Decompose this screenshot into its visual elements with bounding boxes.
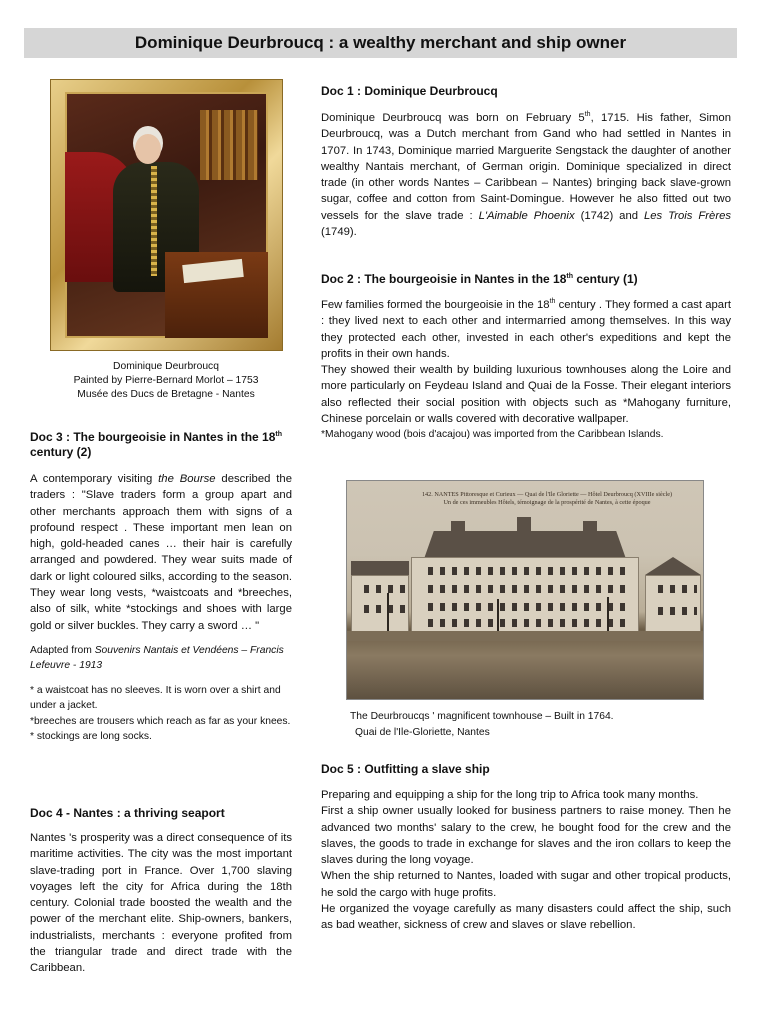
doc4-text: Nantes 's prosperity was a direct consequence of its maritime activities. The city was the most important slave-trading port in France. Over 1,700 slaving voyages left the city for Africa during the 18th century. Colonial trade boosted the wealth and the power of the merchant elite. Ship-owners, bankers, industrialists, merchants : everyone profited from the triangular trade and direct trade with the Caribbean. — [30, 832, 292, 975]
doc5-text-2: First a ship owner usually looked for business partners to raise money. Then he advanced two months' salary to the crew, he bought food for the crew and the slaves, the goods to trade in exchange for slaves and the iron collars to keep the slaves during the long voyage. — [321, 805, 731, 867]
doc5-text-4: He organized the voyage carefully as many disasters could affect the ship, such as bad weather, sickness of crew and slaves or slave rebellion. — [321, 903, 731, 932]
doc3-heading: Doc 3 : The bourgeoisie in Nantes in the 18th century (2) — [30, 430, 282, 459]
doc5-text-3: When the ship returned to Nantes, loaded with sugar and other tropical products, he sold the cargo with huge profits. — [321, 870, 731, 899]
doc3-note-waistcoat: * a waistcoat has no sleeves. It is worn over a shirt and under a jacket. — [30, 684, 281, 712]
townhouse-photo — [347, 481, 703, 699]
doc1-text: Dominique Deurbroucq was born on February 5th, 1715. His father, Simon Deurbroucq, was a Dutch merchant from Gand who had settled in Nantes in 1707. In 1743, Dominique married Marguerite Sengstack the daughter of another wealthy Nantais merchant, of German origin. Dominique specialized in direct trade (in other words Nantes – Caribbean – Nantes) bringing back slave-grown sugar, coffee and cotton from Saint-Domingue. However he also fitted out two vessels for the slave trade : L'Aimable Phoenix (1742) and Les Trois Frères (1749). — [321, 111, 732, 239]
page-title: Dominique Deurbroucq : a wealthy merchant and ship owner — [24, 28, 737, 58]
portrait-painting — [51, 80, 282, 350]
doc5-section — [321, 762, 731, 934]
doc4-heading: Doc 4 - Nantes : a thriving seaport — [30, 806, 225, 820]
doc2-text-1: Few families formed the bourgeoisie in the 18th century . They formed a cast apart : they lived next to each other and intermarried among themselves. In this way they protected each other, invested in each other's expeditions and kept the profits in their own hands. — [321, 298, 731, 360]
doc1-section — [321, 84, 731, 240]
doc4-section — [30, 806, 292, 977]
doc2-note: *Mahogany wood (bois d'acajou) was imported from the Caribbean Islands. — [321, 429, 664, 441]
doc2-section — [321, 272, 731, 443]
doc3-note-stockings: * stockings are long socks. — [30, 731, 152, 743]
doc3-section — [30, 430, 292, 745]
doc3-source: Adapted from Souvenirs Nantais et Vendéens – Francis Lefeuvre - 1913 — [30, 644, 284, 672]
doc2-heading: Doc 2 : The bourgeoisie in Nantes in the 18th century (1) — [321, 272, 638, 286]
doc2-text-2: They showed their wealth by building luxurious townhouses along the Loire and more particularly on Feydeau Island and Quai de la Fosse. Their elegant interiors also reflected their social position with objects such as *Mahogany furniture, Chinese porcelain or walls covered with decorative wallpaper. — [321, 364, 731, 426]
portrait-caption: Dominique Deurbroucq Painted by Pierre-Bernard Morlot – 1753 Musée des Ducs de Bretagne - Nantes — [73, 361, 259, 400]
doc1-heading: Doc 1 : Dominique Deurbroucq — [321, 84, 498, 98]
doc5-heading: Doc 5 : Outfitting a slave ship — [321, 762, 490, 776]
doc3-text: A contemporary visiting the Bourse described the traders : "Slave traders form a group apart and other merchants approach them with signs of a profound respect . These important men lean on high, gold-headed canes … their hair is carefully arranged and powdered. They wear suits made of dark or light coloured silks, according to the season. They wear long vests, *waistcoats and *breeches, also of silk, white *stockings and shoes with large gold or silver buckles. They carry a sword … " — [30, 473, 292, 632]
photo-caption: The Deurbroucqs ' magnificent townhouse – Built in 1764. Quai de l'Ile-Gloriette, Nantes — [350, 711, 614, 738]
doc5-text-1: Preparing and equipping a ship for the long trip to Africa took many months. — [321, 789, 699, 801]
photo-header: 142. NANTES Pittoresque et Curieux — Quai de l'Ile Gloriette — Hôtel Deurbroucq (XVIIIe siècle) Un de ces immeubles Hôtels, témoignage de la prospérité de Nantes, à cette époque — [421, 491, 673, 506]
doc3-note-breeches: *breeches are trousers which reach as far as your knees. — [30, 715, 291, 727]
